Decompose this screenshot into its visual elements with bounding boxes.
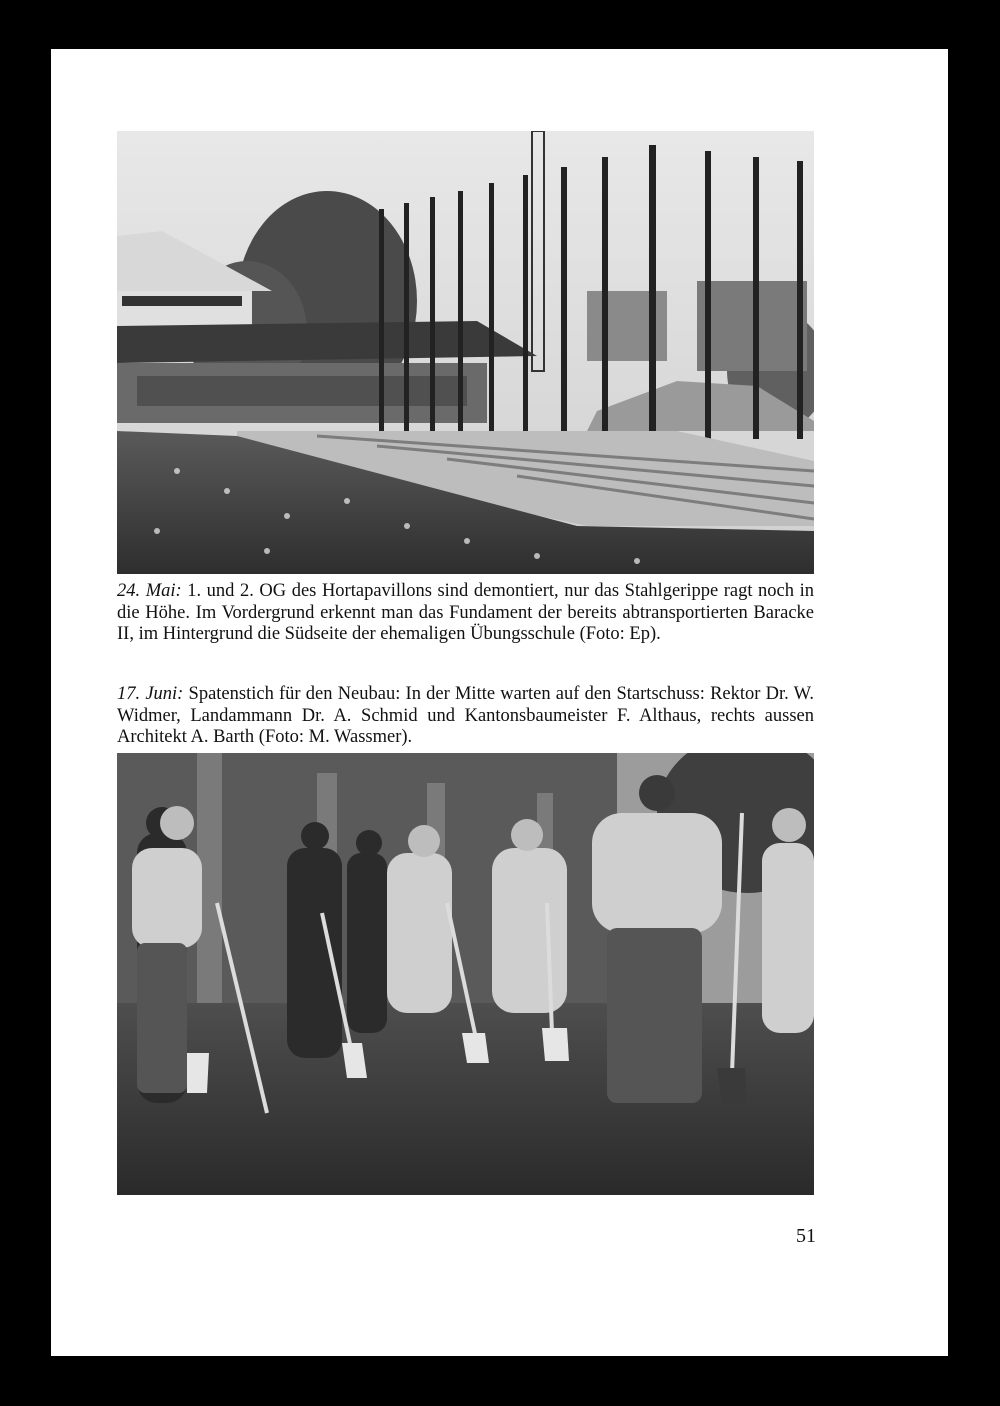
page-number: 51 [796, 1225, 816, 1247]
caption-2-text: Spatenstich für den Neubau: In der Mitte warten auf den Startschuss: Rektor Dr. W. Widmer, Landammann Dr. A. Schmid und Kantonsbaumeister F. Althaus, rechts aussen Architekt A. Barth (Foto: M. Wassmer). [117, 684, 815, 747]
caption-1-date: 24. Mai: [117, 581, 182, 601]
photo-construction-site [117, 131, 814, 574]
photo-groundbreaking [117, 753, 814, 1195]
book-page [51, 49, 948, 1356]
caption-photo-1 [117, 581, 814, 646]
caption-photo-2 [117, 684, 814, 749]
construction-site-image [117, 131, 814, 574]
caption-2-date: 17. Juni: [117, 684, 184, 704]
caption-1-text: 1. und 2. OG des Hortapavillons sind demontiert, nur das Stahlgerippe ragt noch in die Höhe. Im Vordergrund erkennt man das Fundament der bereits abtransportierten Baracke II, im Hintergrund die Südseite der ehemaligen Übungsschule (Foto: Ep). [117, 581, 814, 644]
groundbreaking-image [117, 753, 814, 1195]
